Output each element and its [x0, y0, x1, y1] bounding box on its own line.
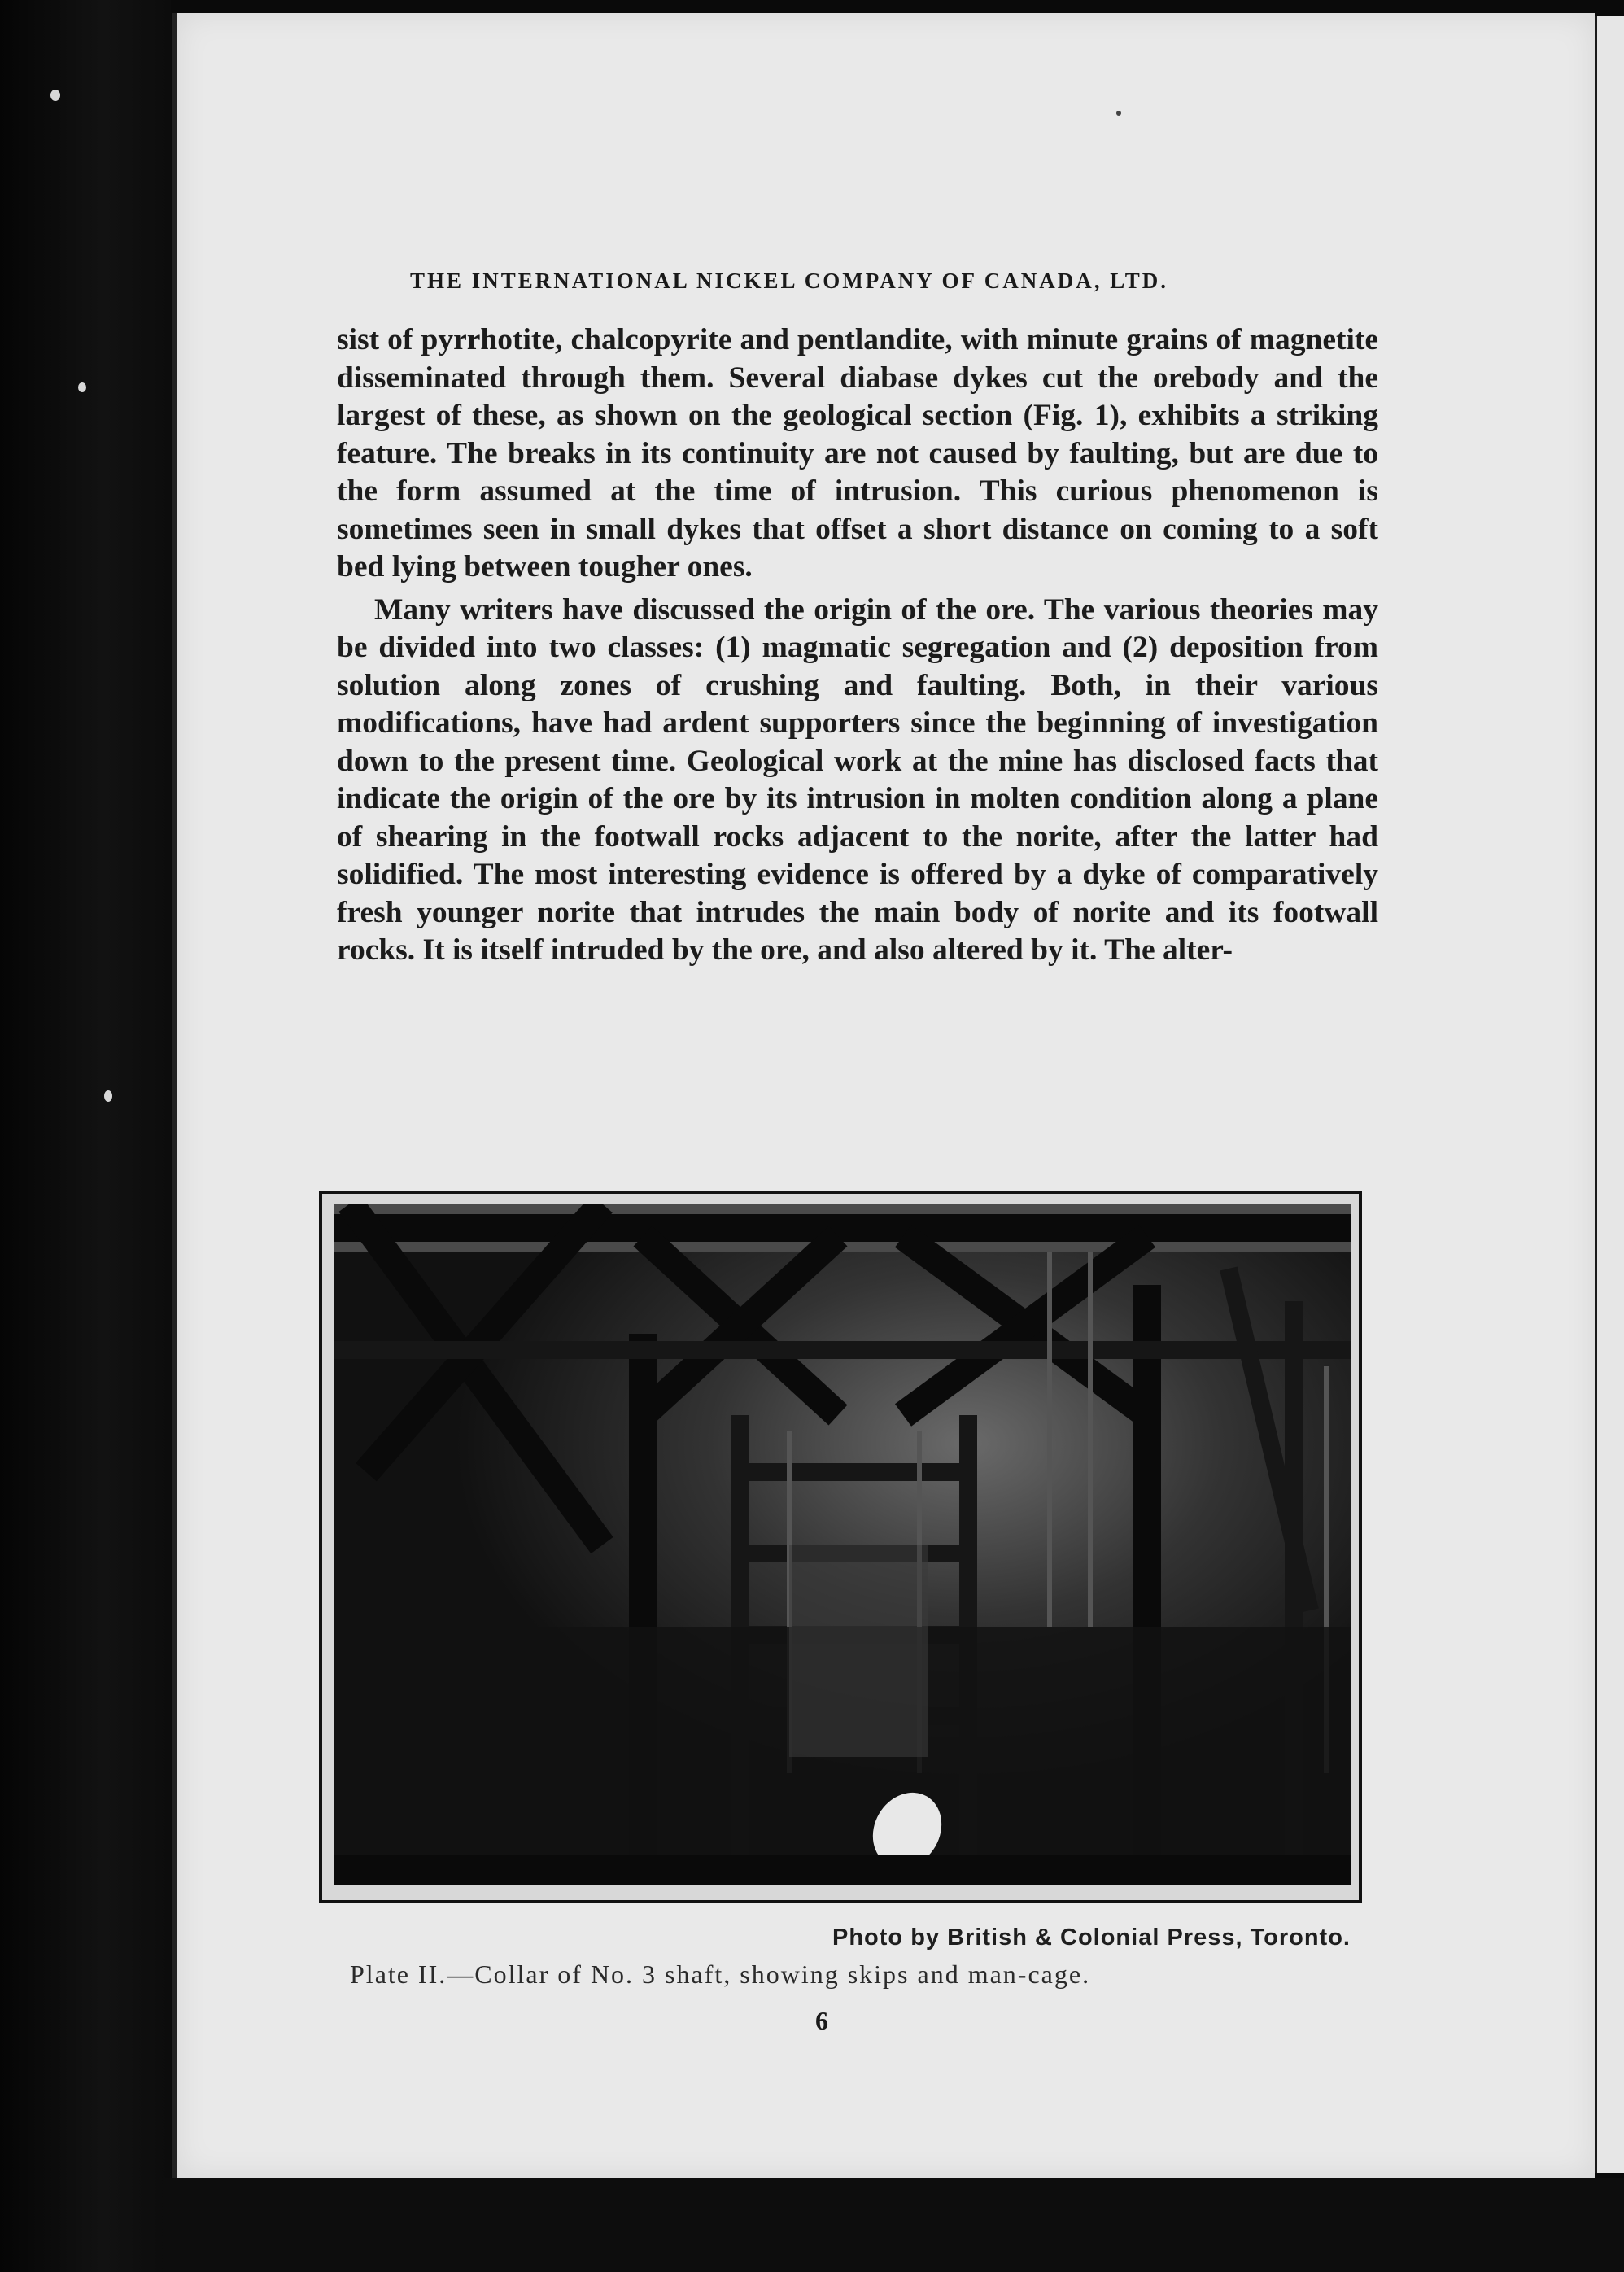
photo-credit: Photo by British & Colonial Press, Toronto.	[832, 1925, 1351, 1951]
scan-speck	[78, 382, 86, 392]
scan-speck	[104, 1090, 112, 1102]
body-text	[337, 321, 1378, 970]
scan-speck	[1116, 111, 1121, 116]
adjacent-page-edge	[1595, 16, 1624, 2173]
scan-left-margin	[0, 0, 171, 2272]
paragraph-1: sist of pyrrhotite, chalcopyrite and pentlandite, with minute grains of magnetite disseminated through them. Several diabase dykes cut the orebody and the largest of these, as shown on the geological section (Fig. 1), exhibits a striking feature. The breaks in its continuity are not caused by faulting, but are due to the form assumed at the time of intrusion. This curious phenomenon is sometimes seen in small dykes that offset a short distance on coming to a soft bed lying between tougher ones.	[337, 323, 1378, 583]
headframe-photo-illustration	[334, 1204, 1351, 1885]
plate-caption: Plate II.—Collar of No. 3 shaft, showing skips and man-cage.	[350, 1960, 1091, 1989]
scan-speck	[50, 90, 60, 101]
paragraph-2: Many writers have discussed the origin of the ore. The various theories may be divided into two classes: (1) magmatic segregation and (2) deposition from solution along zones of crushing and faulting. Both, in their various modifications, have had ardent supporters since the beginning of investigation down to the present time. Geological work at the mine has disclosed facts that indicate the origin of the ore by its intrusion in molten condition along a plane of shearing in the footwall rocks adjacent to the norite, after the latter had solidified. The most interesting evidence is offered by a dyke of comparatively fresh younger norite that intrudes the main body of norite and its footwall rocks. It is itself intruded by the ore, and also altered by it. The alter-	[337, 592, 1378, 967]
page-number: 6	[815, 2006, 828, 2035]
plate-photograph-frame	[319, 1191, 1362, 1903]
running-head: THE INTERNATIONAL NICKEL COMPANY OF CANADA, LTD.	[409, 269, 1169, 293]
scan-bottom-margin	[163, 2178, 1624, 2272]
shaft-collar-photograph	[334, 1204, 1351, 1885]
